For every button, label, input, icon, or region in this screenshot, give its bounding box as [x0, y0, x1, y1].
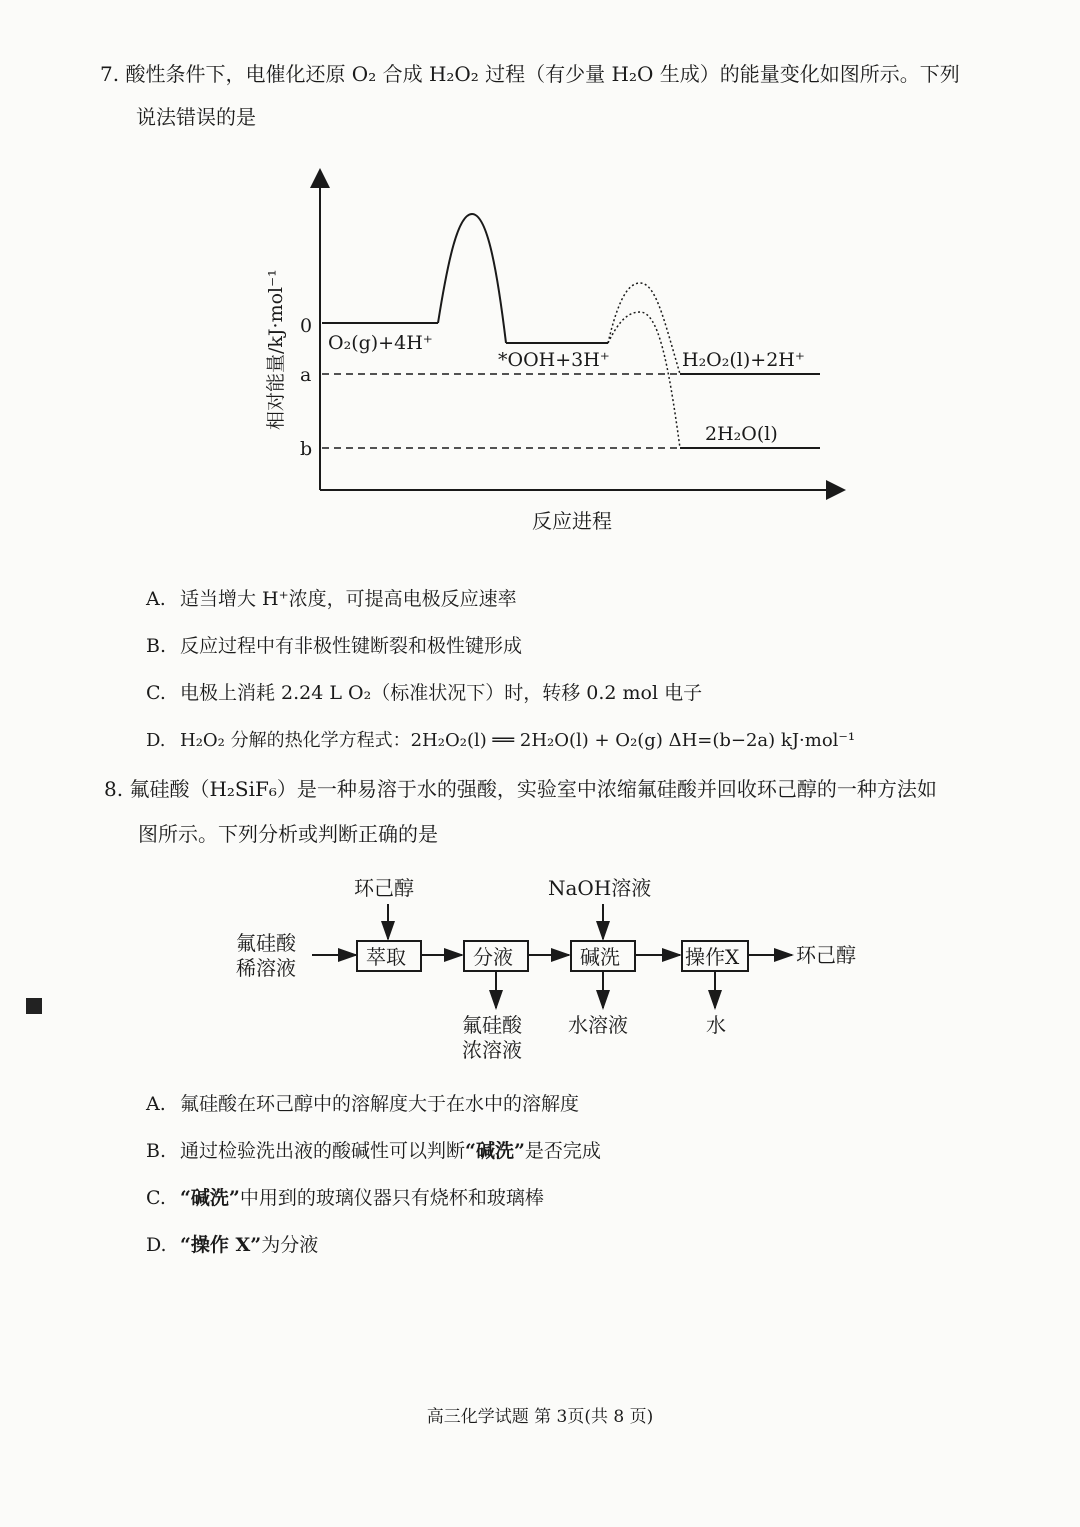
- species-start: O₂(g)+4H⁺: [328, 332, 433, 354]
- option-letter: A.: [146, 1093, 166, 1115]
- q7-option-c: [146, 679, 702, 707]
- flow-step1-reagent: 环己醇: [354, 876, 414, 900]
- option-letter: D.: [146, 730, 166, 751]
- flow-step3-output: 水溶液: [568, 1013, 628, 1037]
- flow-input-line1: 氟硅酸: [236, 931, 296, 955]
- energy-diagram: [0, 0, 1080, 560]
- transition-state-1: [438, 214, 506, 343]
- flow-step4-label: 操作X: [685, 945, 740, 969]
- option-letter: B.: [146, 1140, 167, 1162]
- option-letter: C.: [146, 1187, 166, 1209]
- option-text-tail: 为分液: [261, 1234, 319, 1256]
- q7-option-d: [146, 727, 855, 755]
- option-letter: B.: [146, 635, 167, 657]
- flow-input-line2: 稀溶液: [236, 956, 296, 980]
- option-text-tail: 中用到的玻璃仪器只有烧杯和玻璃棒: [239, 1187, 544, 1209]
- q8-option-b: [146, 1137, 601, 1165]
- flow-step2-output-line1: 氟硅酸: [462, 1013, 522, 1037]
- q8-stem-text: 氟硅酸（H₂SiF₆）是一种易溶于水的强酸，实验室中浓缩氟硅酸并回收环己醇的一种方法如: [129, 777, 937, 801]
- flow-step3-reagent: NaOH溶液: [548, 876, 652, 900]
- q8-stem-line1: [104, 775, 937, 803]
- option-text: 反应过程中有非极性键断裂和极性键形成: [180, 635, 523, 657]
- q8-option-c: [146, 1184, 544, 1212]
- option-letter: A.: [146, 588, 166, 610]
- option-text: 氟硅酸在环己醇中的溶解度大于在水中的溶解度: [180, 1093, 580, 1115]
- option-text: 通过检验洗出液的酸碱性可以判断: [180, 1140, 466, 1162]
- species-product2: 2H₂O(l): [705, 423, 778, 445]
- q8-option-a: [146, 1090, 579, 1118]
- option-text: 电极上消耗 2.24 L O₂（标准状况下）时，转移 0.2 mol 电子: [180, 682, 703, 704]
- option-emphasis: “操作 X”: [180, 1234, 262, 1256]
- q7-stem-line2: 说法错误的是: [136, 105, 256, 129]
- flow-step1-label: 萃取: [366, 945, 406, 969]
- transition-state-2b: [608, 312, 680, 448]
- species-intermediate: *OOH+3H⁺: [498, 349, 610, 371]
- transition-state-2a: [608, 283, 680, 374]
- option-text-tail: 是否完成: [524, 1140, 601, 1162]
- option-text: H₂O₂ 分解的热化学方程式：2H₂O₂(l) ══ 2H₂O(l) + O₂(g) ΔH=(b−2a) kJ·mol⁻¹: [180, 730, 856, 751]
- flow-final-output: 环己醇: [796, 943, 856, 967]
- q7-option-a: [146, 585, 517, 613]
- q7-stem-text: 酸性条件下，电催化还原 O₂ 合成 H₂O₂ 过程（有少量 H₂O 生成）的能量变化如图所示。下列: [125, 62, 960, 86]
- q8-stem-line2: 图所示。下列分析或判断正确的是: [138, 822, 438, 846]
- q8-option-d: [146, 1231, 318, 1259]
- y-tick-a: a: [300, 364, 312, 386]
- flow-step2-output-line2: 浓溶液: [462, 1038, 522, 1062]
- y-tick-0: 0: [300, 315, 313, 337]
- flow-step4-output: 水: [706, 1013, 726, 1037]
- option-letter: D.: [146, 1234, 167, 1256]
- process-flow-diagram: [0, 860, 1080, 1080]
- option-letter: C.: [146, 682, 166, 704]
- species-product1: H₂O₂(l)+2H⁺: [682, 349, 805, 371]
- option-emphasis: “碱洗”: [180, 1187, 240, 1209]
- page-footer: 高三化学试题 第 3页(共 8 页): [426, 1407, 654, 1427]
- y-axis-label: 相对能量/kJ·mol⁻¹: [265, 269, 287, 430]
- flow-step2-label: 分液: [473, 945, 513, 969]
- q8-number: 8.: [104, 777, 124, 801]
- q7-number: 7.: [100, 62, 120, 86]
- option-emphasis: “碱洗”: [465, 1140, 525, 1162]
- q7-option-b: [146, 632, 522, 660]
- option-text: 适当增大 H⁺浓度，可提高电极反应速率: [180, 588, 517, 610]
- y-tick-b: b: [300, 438, 313, 460]
- x-axis-label: 反应进程: [532, 509, 612, 533]
- flow-step3-label: 碱洗: [580, 945, 620, 969]
